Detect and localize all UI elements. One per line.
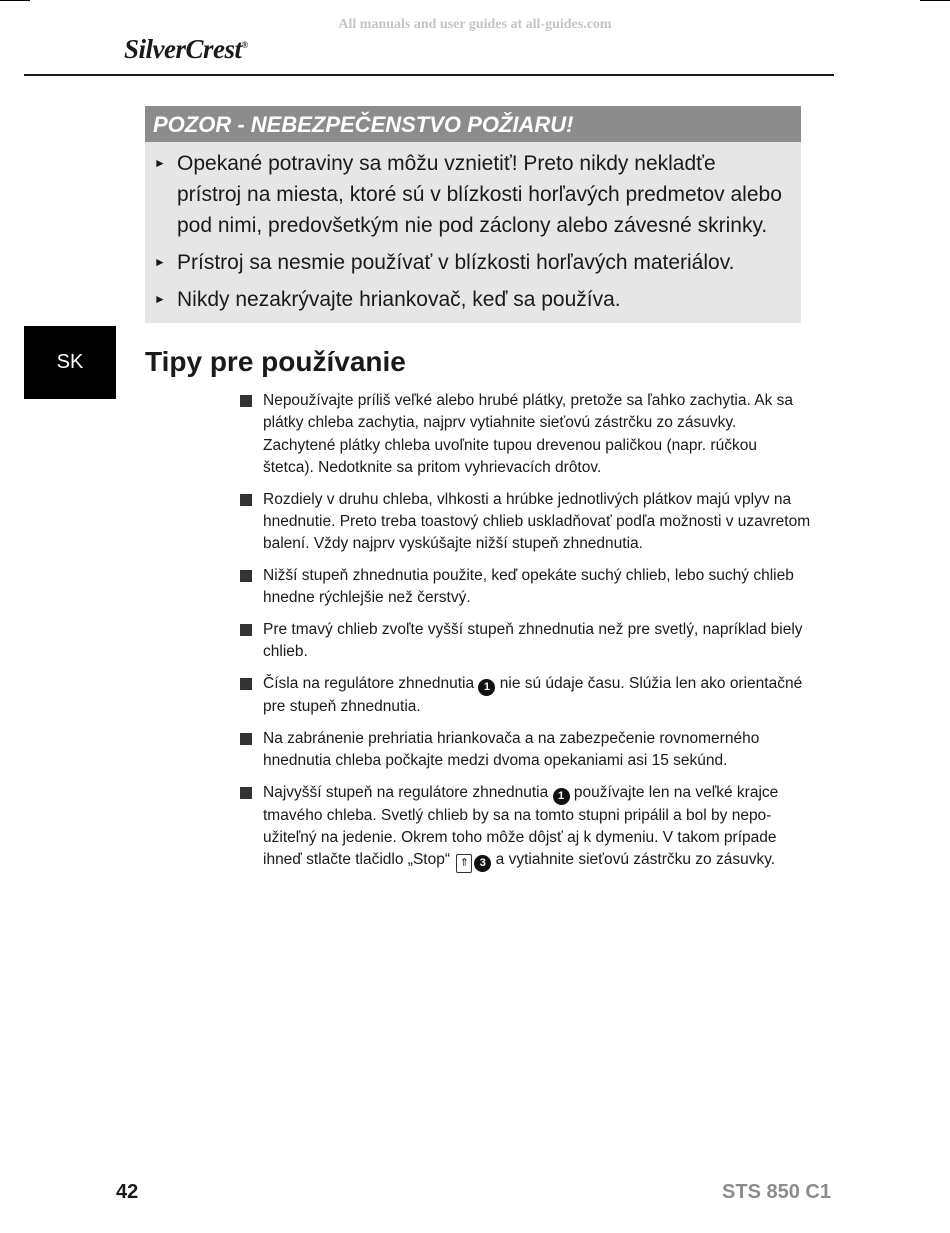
- tip-text: nie sú údaje času. Slúžia len ako orientačné pre stupeň zhnednutia.: [263, 674, 803, 715]
- stop-button-icon: ⇑: [456, 854, 472, 873]
- logo-text: SilverCrest: [124, 34, 242, 64]
- tip-text: Rozdiely v druhu chleba, vlhkosti a hrúbke jednotlivých plátkov majú vplyv na hnednutie. Preto treba toastový chlieb uskladňovať podľa možnosti v uzavretom balení. Vždy najprv vyskúšajte nižší stupeň zhnednutia.: [263, 490, 811, 553]
- tip-text: Najvyšší stupeň na regulátore zhnednutia: [263, 783, 549, 801]
- watermark: All manuals and user guides at all-guides.com: [338, 17, 612, 32]
- square-bullet-icon: [240, 624, 252, 636]
- stop-button-marker-icon: 3: [474, 855, 491, 872]
- warning-item: [145, 148, 801, 241]
- tip-text: Na zabránenie prehriatia hriankovača a na zabezpečenie rovnomerného hnednutia chleba počkajte medzi dvoma opekaniami asi 15 sekúnd.: [263, 729, 760, 769]
- language-tab: SK: [24, 326, 116, 399]
- crop-mark-left: [0, 0, 30, 1]
- square-bullet-icon: [240, 787, 252, 799]
- square-bullet-icon: [240, 494, 252, 506]
- model-number: STS 850 C1: [722, 1181, 831, 1203]
- tip-text: Nižší stupeň zhnednutia použite, keď opekáte suchý chlieb, lebo suchý chlieb hnedne rýchlejšie než čerstvý.: [263, 566, 794, 607]
- tip-text: Nepoužívajte príliš veľké alebo hrubé plátky, pretože sa ľahko zachytia. Ak sa plátky chleba zachytia, najprv vytiahnite sieťovú zástrčku zo zásuvky. Zachytené plátky chleba uvoľnite tupou drevenou paličkou (napr. rúčkou štetca). Nedotknite sa pritom vyhrievacích drôtov.: [263, 392, 794, 476]
- tip-item: [238, 489, 812, 556]
- arrow-bullet-icon: ►: [154, 156, 166, 170]
- tip-text: Pre tmavý chlieb zvoľte vyšší stupeň zhnednutia než pre svetlý, napríklad biely chlieb.: [263, 620, 803, 661]
- warning-title: POZOR - NEBEZPEČENSTVO POŽIARU!: [145, 106, 801, 142]
- tip-text: používajte len na veľké krajce tmavého chleba. Svetlý chlieb by sa na tomto stupni pripálil a bol by nepo-užiteľný na jedenie. Okrem toho môže dôjsť aj k dymeniu. V takom prípade ihneď stlačte tlačidlo „Stop“: [263, 783, 779, 869]
- arrow-bullet-icon: ►: [154, 255, 166, 269]
- brand-logo: [124, 34, 248, 65]
- browning-control-marker-icon: 1: [553, 788, 570, 805]
- tip-text: Čísla na regulátore zhnednutia: [263, 674, 475, 692]
- tip-text: a vytiahnite sieťovú zástrčku zo zásuvky.: [495, 851, 776, 869]
- tips-list: [238, 390, 812, 882]
- crop-mark-right: [920, 0, 950, 1]
- tip-item: [238, 782, 812, 874]
- warning-item-text: Prístroj sa nesmie používať v blízkosti horľavých materiálov.: [177, 251, 735, 274]
- tip-item: [238, 565, 812, 610]
- square-bullet-icon: [240, 733, 252, 745]
- fire-warning-box: [145, 106, 801, 323]
- arrow-bullet-icon: ►: [154, 292, 166, 306]
- tip-item: [238, 673, 812, 718]
- warning-item: [145, 284, 801, 315]
- registered-mark: ®: [241, 40, 248, 50]
- browning-control-marker-icon: 1: [478, 679, 495, 696]
- tip-item: [238, 390, 812, 479]
- warning-item: [145, 247, 801, 278]
- warning-item-text: Opekané potraviny sa môžu vznietiť! Preto nikdy nekladťe prístroj na miesta, ktoré sú v blízkosti horľavých predmetov alebo pod nimi, predovšetkým nie pod záclony alebo závesné skrinky.: [177, 152, 782, 237]
- header-rule: [24, 74, 834, 76]
- square-bullet-icon: [240, 395, 252, 407]
- square-bullet-icon: [240, 570, 252, 582]
- warning-item-text: Nikdy nezakrývajte hriankovač, keď sa používa.: [177, 288, 621, 311]
- tip-item: [238, 619, 812, 664]
- warning-list: [145, 142, 801, 315]
- section-title: Tipy pre používanie: [145, 346, 406, 377]
- tip-item: [238, 728, 812, 773]
- square-bullet-icon: [240, 678, 252, 690]
- page-number: 42: [116, 1181, 139, 1203]
